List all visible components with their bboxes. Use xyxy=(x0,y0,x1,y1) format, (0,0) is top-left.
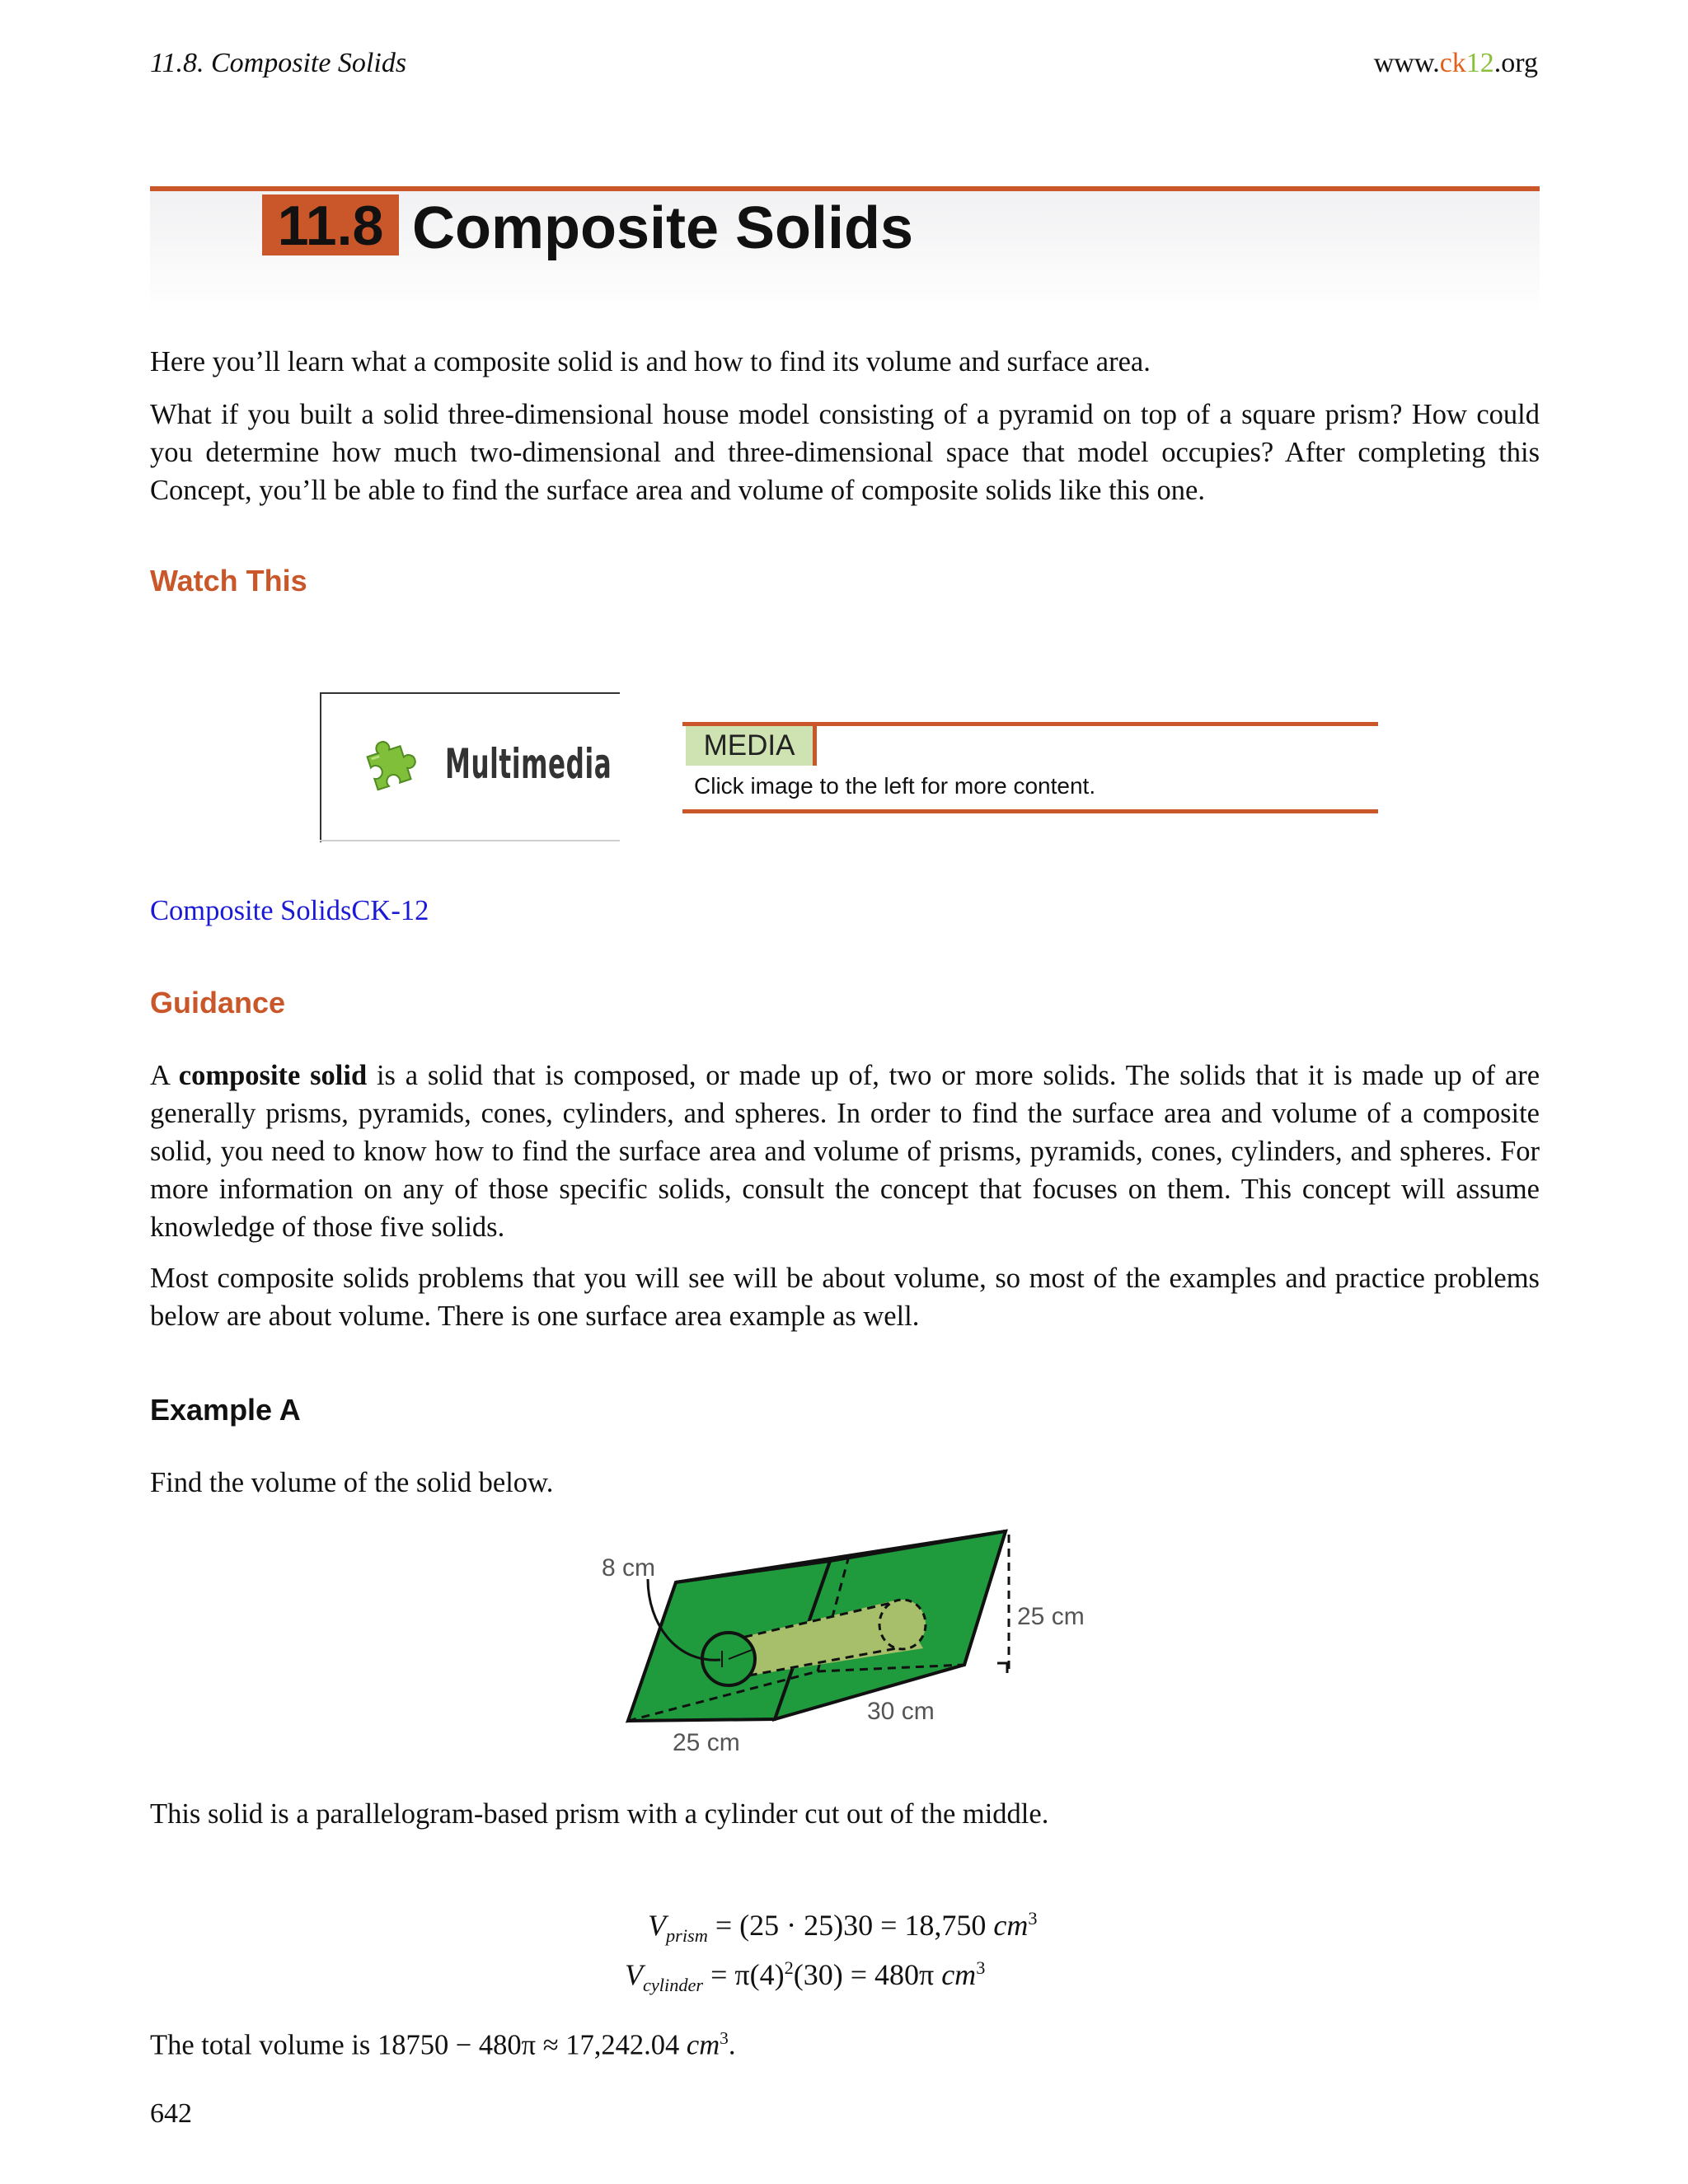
total-exp: 3 xyxy=(720,2028,729,2048)
eq1-exp: 3 xyxy=(1028,1908,1038,1929)
total-unit: cm xyxy=(686,2029,720,2061)
eq2-rhs-b: (30) = 480π xyxy=(793,1958,935,1991)
guidance-p1-rest: is a solid that is composed, or made up of, two or more solids. The solids that it is made up of are generally prisms, pyramids, cones, cylinders, and spheres. In order to find the surface area and volume of a composite solid, you need to know how to find the surface area and volume of prisms, pyramids, cones, cylinders, and spheres. For more information on any of those specific solids, consult the concept that focuses on them. This concept will assume knowledge of those five solids. xyxy=(150,1060,1540,1243)
eq2-var: V xyxy=(625,1958,643,1991)
guidance-p1-start: A xyxy=(150,1060,179,1091)
label-depth: 30 cm xyxy=(867,1698,935,1725)
eq2-exp: 3 xyxy=(976,1957,986,1978)
cylinder-back-end xyxy=(879,1600,926,1649)
eq2-sub: cylinder xyxy=(643,1975,704,1996)
total-volume-line xyxy=(150,2019,1540,2064)
equation-prism xyxy=(648,1900,1038,1954)
eq1-sub: prism xyxy=(666,1925,708,1947)
intro-paragraph-2: What if you built a solid three-dimensional house model consisting of a pyramid on top of a square prism? How could you determine how much two-dimensional and three-dimensional space that model occupies? After completing this Concept, you’ll be able to find the surface area and volume of composite solids like this one. xyxy=(150,399,1540,506)
eq1-rhs: = (25 · 25)30 = 18,750 xyxy=(715,1909,987,1942)
label-radius: 8 cm xyxy=(602,1554,656,1582)
video-link[interactable]: Composite SolidsCK-12 xyxy=(150,895,429,926)
term-composite-solid: composite solid xyxy=(178,1060,368,1091)
multimedia-label: Multimedia xyxy=(445,740,612,788)
section-heading-guidance: Guidance xyxy=(150,986,286,1019)
site-org: .org xyxy=(1493,48,1538,78)
intro-paragraph-1: Here you’ll learn what a composite solid is and how to find its volume and surface area. xyxy=(150,346,1151,377)
guidance-paragraph-2: Most composite solids problems that you will see will be about volume, so most of the examples and practice problems below are about volume. There is one surface area example as well. xyxy=(150,1263,1540,1332)
label-height: 25 cm xyxy=(1017,1603,1085,1630)
media-caption: Click image to the left for more content. xyxy=(694,773,1096,799)
eq2-rhs-exp: 2 xyxy=(784,1957,794,1978)
chapter-number: 11.8 xyxy=(262,194,399,255)
eq2-unit: cm xyxy=(941,1958,977,1991)
total-end: . xyxy=(728,2029,736,2061)
puzzle-icon xyxy=(359,733,422,796)
section-heading-watch: Watch This xyxy=(150,564,307,598)
example-explanation: This solid is a parallelogram-based prism with a cylinder cut out of the middle. xyxy=(150,1798,1049,1830)
running-header-title: 11.8. Composite Solids xyxy=(150,48,407,78)
eq1-var: V xyxy=(648,1909,666,1942)
site-www: www. xyxy=(1373,48,1440,78)
page-number: 642 xyxy=(150,2098,192,2129)
media-box-bottom-rule xyxy=(682,809,1378,813)
eq2-rhs-a: = π(4) xyxy=(710,1958,785,1991)
site-12: 12 xyxy=(1465,48,1494,78)
media-label: MEDIA xyxy=(686,726,817,766)
eq1-unit: cm xyxy=(993,1909,1029,1942)
label-base: 25 cm xyxy=(673,1729,740,1756)
site-ck: ck xyxy=(1439,48,1466,78)
example-heading: Example A xyxy=(150,1393,301,1427)
running-header-site[interactable] xyxy=(1374,48,1538,79)
total-start: The total volume is 18750 − 480π ≈ 17,242.04 xyxy=(150,2029,680,2061)
thumbnail-bottom-edge xyxy=(320,840,620,841)
chapter-title: Composite Solids xyxy=(412,195,914,261)
guidance-paragraph-1 xyxy=(150,1057,1540,1246)
example-prompt: Find the volume of the solid below. xyxy=(150,1467,554,1498)
equation-cylinder xyxy=(625,1950,985,2004)
composite-solid-figure xyxy=(577,1516,1104,1764)
